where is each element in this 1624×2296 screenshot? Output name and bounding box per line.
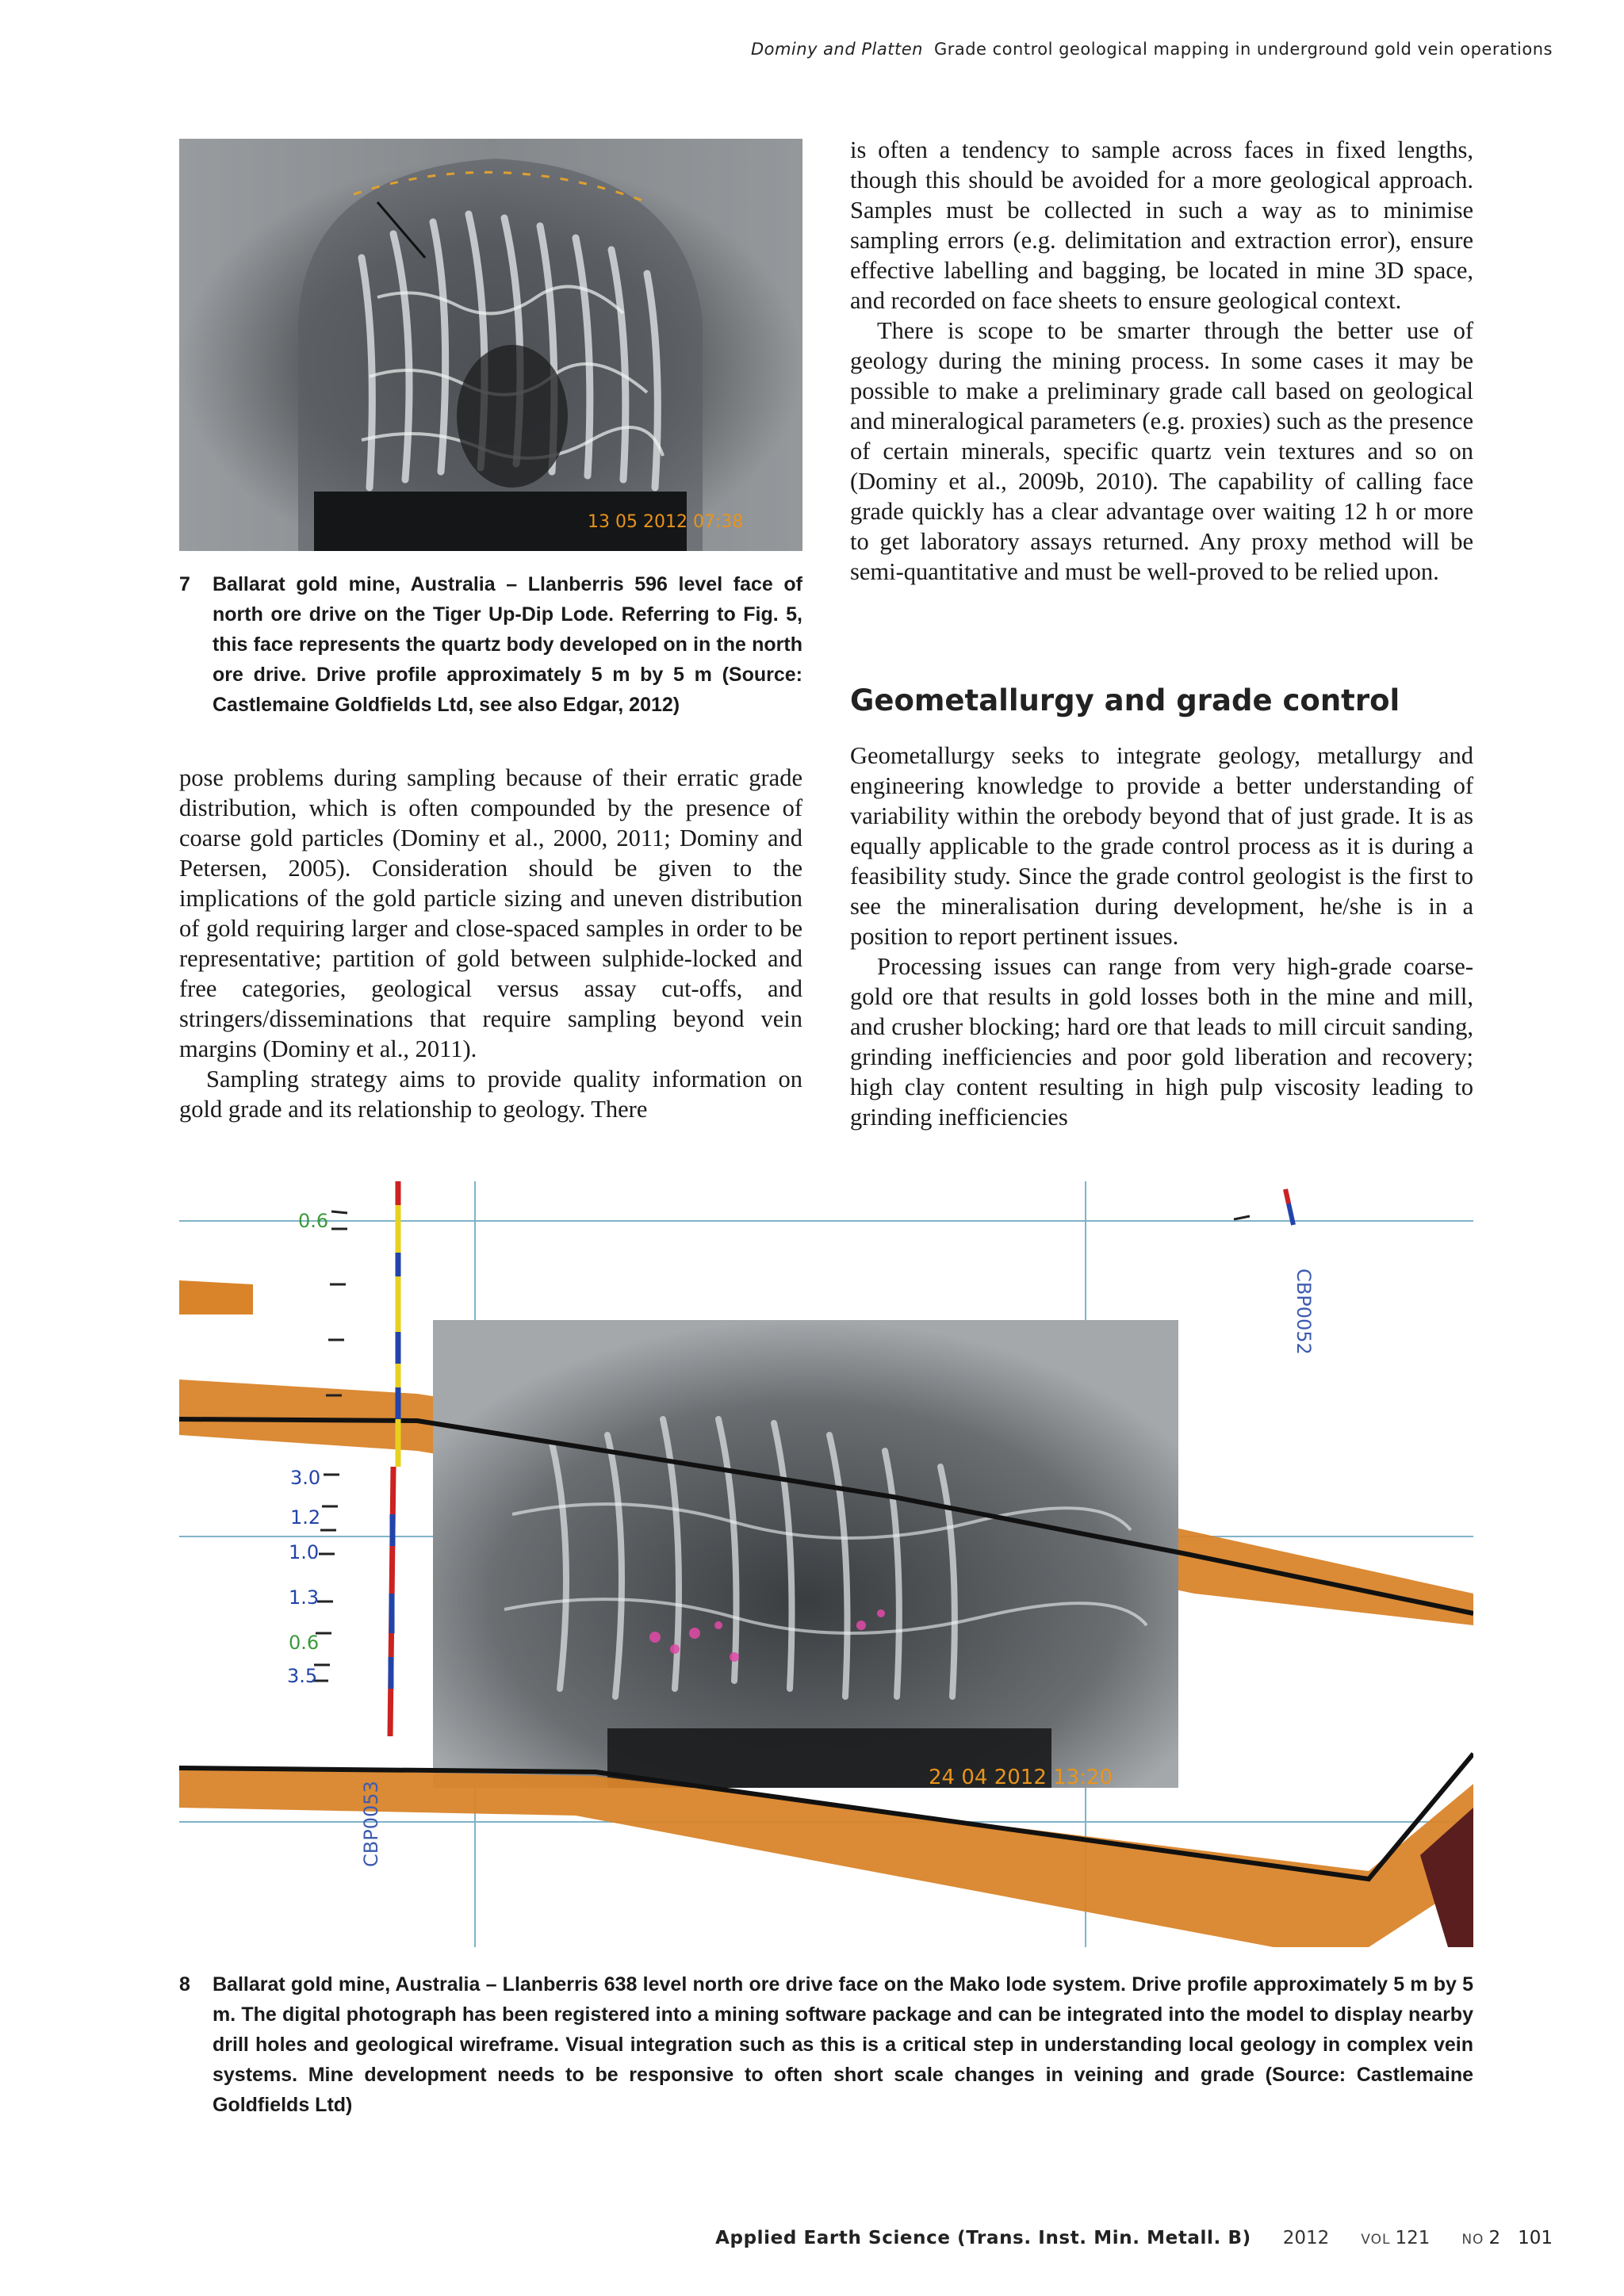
figure-7-caption-number: 7: [179, 573, 190, 595]
drillhole-cbp0052-segment: [1285, 1189, 1289, 1203]
drillhole-label-right: CBP0052: [1293, 1269, 1315, 1355]
footer-no-label: NO: [1461, 2232, 1484, 2248]
grade-label: 1.3: [289, 1586, 320, 1609]
figure-8-timestamp: 24 04 2012 13:20: [929, 1766, 1113, 1789]
right-column-text-top: [850, 135, 1473, 587]
running-header: [751, 40, 1553, 59]
drillhole-label-left: CBP0053: [360, 1781, 382, 1867]
left-paragraph-1: pose problems during sampling because of their erratic grade distribution, which is often compounded by the presence of coarse gold particles (Dominy et al., 2000, 2011; Dominy and Petersen, 2005). Consideration should be given to the implications of the gold particle sizing and uneven distribution of gold requiring larger and close-spaced samples in order to be representative; partition of gold between sulphide-locked and free categories, geological versus assay cut-offs, and stringers/disseminations that require sampling beyond vein margins (Dominy et al., 2011).: [179, 764, 802, 1062]
left-paragraph-2: Sampling strategy aims to provide quality information on gold grade and its relationship to geology. There: [179, 1066, 802, 1123]
figure-7-caption-text: Ballarat gold mine, Australia – Llanberris 596 level face of north ore drive on the Tiger Up-Dip Lode. Referring to Fig. 5, this face represents the quartz body developed on in the north ore drive. Drive profile approximately 5 m by 5 m (Source: Castlemaine Goldfields Ltd, see also Edgar, 2012): [213, 573, 802, 716]
mine-face-photo-7: [179, 139, 802, 551]
right-paragraph-4: Processing issues can range from very high-grade coarse-gold ore that results in gold losses both in the mine and mill, and crusher blocking; hard ore that leads to mill circuit sanding, grinding inefficiencies and poor gold liberation and recovery; high clay content resulting in high pulp viscosity leading to grinding inefficiencies: [850, 953, 1473, 1131]
footer-journal: Applied Earth Science (Trans. Inst. Min. Metall. B): [715, 2228, 1251, 2248]
figure-8-caption: [179, 1969, 1473, 2120]
right-paragraph-3: Geometallurgy seeks to integrate geology, metallurgy and engineering knowledge to provide a better understanding of variability within the orebody beyond that of just grade. It is as equally applicable to the grade control process as it is during a feasibility study. Since the grade control geologist is the first to see the mineralisation during development, he/she is in a position to report pertinent issues.: [850, 742, 1473, 950]
grade-label: 3.5: [287, 1665, 318, 1687]
registered-face-photo: [433, 1320, 1178, 1789]
figure-7-photo: [179, 139, 802, 551]
figure-7-timestamp: 13 05 2012 07:38: [588, 512, 744, 532]
figure-8-caption-text: Ballarat gold mine, Australia – Llanberris 638 level north ore drive face on the Mako lode system. Drive profile approximately 5 m by 5 m. The digital photograph has been registered into a mining software package and can be integrated into the model to display nearby drill holes and geological wireframe. Visual integration such as this is a critical step in understanding local geology in complex vein systems. Mine development needs to be responsive to often short scale changes in veining and grade (Source: Castlemaine Goldfields Ltd): [213, 1973, 1473, 2116]
right-paragraph-1: is often a tendency to sample across faces in fixed lengths, though this should be avoided for a more geological approach. Samples must be collected in such a way as to minimise sampling errors (e.g. delimitation and extraction error), ensure effective labelling and bagging, be located in mine 3D space, and recorded on face sheets to ensure geological context.: [850, 136, 1473, 314]
footer-year: 2012: [1282, 2228, 1330, 2248]
footer-page-number: 101: [1518, 2228, 1553, 2248]
grade-label: 3.0: [290, 1467, 321, 1489]
figure-8: [179, 1181, 1473, 1947]
figure-8-model-view: [179, 1181, 1473, 1947]
grade-label: 1.2: [290, 1506, 321, 1529]
figure-8-caption-number: 8: [179, 1973, 190, 1996]
left-column-text: [179, 763, 802, 1124]
footer-volume: 121: [1395, 2228, 1431, 2248]
section-heading: Geometallurgy and grade control: [850, 683, 1400, 718]
header-title: Grade control geological mapping in underground gold vein operations: [933, 40, 1553, 59]
right-column-text-bottom: [850, 740, 1473, 1132]
grade-label: 0.6: [298, 1210, 329, 1232]
page-footer: [715, 2228, 1553, 2248]
grade-label: 1.0: [289, 1541, 320, 1563]
header-authors: Dominy and Platten: [750, 40, 923, 59]
orebody-fragment: [179, 1280, 253, 1314]
footer-vol-label: VOL: [1361, 2232, 1391, 2248]
right-paragraph-2: There is scope to be smarter through the better use of geology during the mining process. In some cases it may be possible to make a preliminary grade call based on geological and mineralogical parameters (e.g. proxies) such as the presence of certain minerals, specific quartz vein textures and so on (Dominy et al., 2009b, 2010). The capability of calling face grade quickly has a clear advantage over waiting 12 h or more to get laboratory assays returned. Any proxy method will be semi-quantitative and must be well-proved to be relied upon.: [850, 317, 1473, 585]
footer-issue: 2: [1488, 2228, 1501, 2248]
grade-label: 0.6: [289, 1632, 320, 1654]
figure-7-caption: [179, 569, 802, 720]
